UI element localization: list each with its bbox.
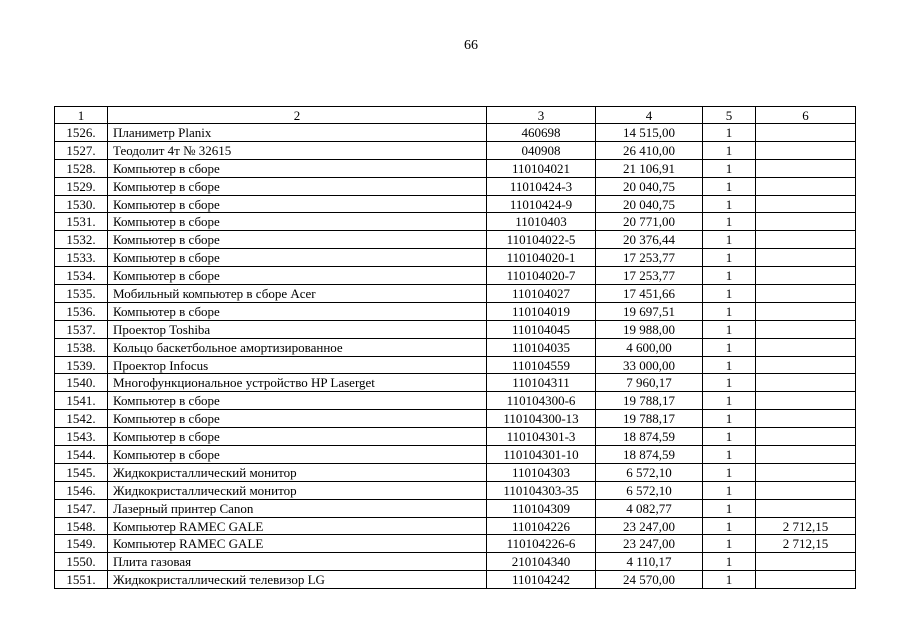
header-cell-col2: 2	[108, 107, 487, 124]
cost-cell: 17 253,77	[596, 267, 703, 285]
row-number-cell: 1541.	[55, 392, 108, 410]
col6-cell	[756, 267, 856, 285]
cost-cell: 6 572,10	[596, 481, 703, 499]
cost-cell: 26 410,00	[596, 141, 703, 159]
col6-cell	[756, 481, 856, 499]
header-cell-col6: 6	[756, 107, 856, 124]
row-number-cell: 1539.	[55, 356, 108, 374]
table-row	[55, 159, 856, 177]
col6-cell	[756, 356, 856, 374]
row-number-cell: 1543.	[55, 428, 108, 446]
quantity-cell: 1	[703, 535, 756, 553]
quantity-cell: 1	[703, 481, 756, 499]
row-number-cell: 1545.	[55, 463, 108, 481]
row-number-cell: 1549.	[55, 535, 108, 553]
table-row	[55, 195, 856, 213]
row-number-cell: 1527.	[55, 141, 108, 159]
col6-cell	[756, 159, 856, 177]
quantity-cell: 1	[703, 320, 756, 338]
cost-cell: 17 253,77	[596, 249, 703, 267]
table-row	[55, 177, 856, 195]
table-row	[55, 499, 856, 517]
table-row	[55, 338, 856, 356]
item-name-cell: Мобильный компьютер в сборе Acer	[108, 285, 487, 303]
table-row	[55, 410, 856, 428]
cost-cell: 18 874,59	[596, 446, 703, 464]
row-number-cell: 1531.	[55, 213, 108, 231]
col6-cell	[756, 195, 856, 213]
cost-cell: 33 000,00	[596, 356, 703, 374]
inventory-number-cell: 110104303-35	[487, 481, 596, 499]
inventory-number-cell: 110104301-10	[487, 446, 596, 464]
inventory-number-cell: 110104021	[487, 159, 596, 177]
inventory-number-cell: 210104340	[487, 553, 596, 571]
item-name-cell: Жидкокристаллический телевизор LG	[108, 571, 487, 589]
row-number-cell: 1536.	[55, 302, 108, 320]
quantity-cell: 1	[703, 195, 756, 213]
item-name-cell: Кольцо баскетбольное амортизированное	[108, 338, 487, 356]
row-number-cell: 1529.	[55, 177, 108, 195]
quantity-cell: 1	[703, 338, 756, 356]
row-number-cell: 1544.	[55, 446, 108, 464]
inventory-number-cell: 110104020-7	[487, 267, 596, 285]
row-number-cell: 1551.	[55, 571, 108, 589]
table-header-row	[55, 107, 856, 124]
inventory-number-cell: 110104300-13	[487, 410, 596, 428]
quantity-cell: 1	[703, 571, 756, 589]
item-name-cell: Проектор Infocus	[108, 356, 487, 374]
inventory-number-cell: 110104226	[487, 517, 596, 535]
col6-cell	[756, 320, 856, 338]
cost-cell: 23 247,00	[596, 535, 703, 553]
row-number-cell: 1532.	[55, 231, 108, 249]
item-name-cell: Компьютер в сборе	[108, 195, 487, 213]
quantity-cell: 1	[703, 356, 756, 374]
item-name-cell: Компьютер в сборе	[108, 213, 487, 231]
col6-cell	[756, 446, 856, 464]
col6-cell	[756, 231, 856, 249]
item-name-cell: Жидкокристаллический монитор	[108, 463, 487, 481]
col6-cell	[756, 249, 856, 267]
col6-cell	[756, 428, 856, 446]
inventory-number-cell: 110104019	[487, 302, 596, 320]
cost-cell: 21 106,91	[596, 159, 703, 177]
quantity-cell: 1	[703, 463, 756, 481]
col6-cell	[756, 571, 856, 589]
row-number-cell: 1540.	[55, 374, 108, 392]
item-name-cell: Жидкокристаллический монитор	[108, 481, 487, 499]
inventory-number-cell: 110104309	[487, 499, 596, 517]
inventory-number-cell: 110104559	[487, 356, 596, 374]
table-row	[55, 392, 856, 410]
inventory-number-cell: 460698	[487, 124, 596, 142]
page-number: 66	[464, 38, 478, 53]
item-name-cell: Проектор Toshiba	[108, 320, 487, 338]
row-number-cell: 1528.	[55, 159, 108, 177]
quantity-cell: 1	[703, 517, 756, 535]
inventory-number-cell: 11010424-3	[487, 177, 596, 195]
inventory-number-cell: 110104300-6	[487, 392, 596, 410]
row-number-cell: 1538.	[55, 338, 108, 356]
table-row	[55, 285, 856, 303]
quantity-cell: 1	[703, 410, 756, 428]
header-cell-col1: 1	[55, 107, 108, 124]
table-row	[55, 463, 856, 481]
row-number-cell: 1526.	[55, 124, 108, 142]
row-number-cell: 1546.	[55, 481, 108, 499]
item-name-cell: Многофункциональное устройство HP Laserget	[108, 374, 487, 392]
inventory-number-cell: 040908	[487, 141, 596, 159]
table-row	[55, 213, 856, 231]
inventory-number-cell: 110104311	[487, 374, 596, 392]
table-row	[55, 428, 856, 446]
inventory-number-cell: 110104035	[487, 338, 596, 356]
item-name-cell: Лазерный принтер Canon	[108, 499, 487, 517]
col6-cell	[756, 463, 856, 481]
inventory-number-cell: 110104027	[487, 285, 596, 303]
col6-cell	[756, 141, 856, 159]
row-number-cell: 1533.	[55, 249, 108, 267]
item-name-cell: Плита газовая	[108, 553, 487, 571]
item-name-cell: Компьютер в сборе	[108, 428, 487, 446]
cost-cell: 20 040,75	[596, 195, 703, 213]
table-row	[55, 356, 856, 374]
header-cell-col4: 4	[596, 107, 703, 124]
cost-cell: 17 451,66	[596, 285, 703, 303]
inventory-number-cell: 110104045	[487, 320, 596, 338]
table-row	[55, 231, 856, 249]
item-name-cell: Компьютер в сборе	[108, 231, 487, 249]
inventory-number-cell: 110104020-1	[487, 249, 596, 267]
quantity-cell: 1	[703, 428, 756, 446]
row-number-cell: 1534.	[55, 267, 108, 285]
table-row	[55, 374, 856, 392]
cost-cell: 19 788,17	[596, 410, 703, 428]
quantity-cell: 1	[703, 392, 756, 410]
quantity-cell: 1	[703, 302, 756, 320]
row-number-cell: 1537.	[55, 320, 108, 338]
inventory-number-cell: 110104242	[487, 571, 596, 589]
cost-cell: 20 376,44	[596, 231, 703, 249]
quantity-cell: 1	[703, 177, 756, 195]
quantity-cell: 1	[703, 213, 756, 231]
cost-cell: 20 040,75	[596, 177, 703, 195]
row-number-cell: 1550.	[55, 553, 108, 571]
cost-cell: 23 247,00	[596, 517, 703, 535]
cost-cell: 18 874,59	[596, 428, 703, 446]
inventory-table	[54, 106, 856, 589]
quantity-cell: 1	[703, 446, 756, 464]
item-name-cell: Компьютер в сборе	[108, 446, 487, 464]
quantity-cell: 1	[703, 374, 756, 392]
col6-cell: 2 712,15	[756, 535, 856, 553]
table-row	[55, 517, 856, 535]
row-number-cell: 1530.	[55, 195, 108, 213]
cost-cell: 19 788,17	[596, 392, 703, 410]
quantity-cell: 1	[703, 267, 756, 285]
item-name-cell: Компьютер в сборе	[108, 410, 487, 428]
table-row	[55, 267, 856, 285]
item-name-cell: Компьютер в сборе	[108, 302, 487, 320]
item-name-cell: Планиметр Planix	[108, 124, 487, 142]
table-row	[55, 302, 856, 320]
cost-cell: 24 570,00	[596, 571, 703, 589]
quantity-cell: 1	[703, 249, 756, 267]
col6-cell	[756, 124, 856, 142]
table-row	[55, 446, 856, 464]
cost-cell: 4 110,17	[596, 553, 703, 571]
cost-cell: 19 988,00	[596, 320, 703, 338]
quantity-cell: 1	[703, 285, 756, 303]
col6-cell	[756, 213, 856, 231]
table-row	[55, 535, 856, 553]
cost-cell: 20 771,00	[596, 213, 703, 231]
table-row	[55, 141, 856, 159]
inventory-number-cell: 110104226-6	[487, 535, 596, 553]
cost-cell: 4 082,77	[596, 499, 703, 517]
row-number-cell: 1548.	[55, 517, 108, 535]
item-name-cell: Компьютер в сборе	[108, 249, 487, 267]
inventory-number-cell: 110104022-5	[487, 231, 596, 249]
item-name-cell: Компьютер RAMEC GALE	[108, 517, 487, 535]
item-name-cell: Компьютер в сборе	[108, 159, 487, 177]
col6-cell	[756, 338, 856, 356]
quantity-cell: 1	[703, 141, 756, 159]
table-row	[55, 249, 856, 267]
row-number-cell: 1547.	[55, 499, 108, 517]
inventory-number-cell: 110104301-3	[487, 428, 596, 446]
item-name-cell: Компьютер RAMEC GALE	[108, 535, 487, 553]
table-row	[55, 124, 856, 142]
cost-cell: 7 960,17	[596, 374, 703, 392]
table-body	[55, 124, 856, 589]
table-row	[55, 571, 856, 589]
quantity-cell: 1	[703, 124, 756, 142]
item-name-cell: Теодолит 4т № 32615	[108, 141, 487, 159]
col6-cell: 2 712,15	[756, 517, 856, 535]
col6-cell	[756, 553, 856, 571]
item-name-cell: Компьютер в сборе	[108, 267, 487, 285]
row-number-cell: 1535.	[55, 285, 108, 303]
cost-cell: 4 600,00	[596, 338, 703, 356]
col6-cell	[756, 302, 856, 320]
inventory-number-cell: 11010424-9	[487, 195, 596, 213]
cost-cell: 6 572,10	[596, 463, 703, 481]
col6-cell	[756, 374, 856, 392]
quantity-cell: 1	[703, 159, 756, 177]
quantity-cell: 1	[703, 231, 756, 249]
header-cell-col3: 3	[487, 107, 596, 124]
cost-cell: 14 515,00	[596, 124, 703, 142]
item-name-cell: Компьютер в сборе	[108, 392, 487, 410]
col6-cell	[756, 285, 856, 303]
col6-cell	[756, 392, 856, 410]
col6-cell	[756, 177, 856, 195]
inventory-number-cell: 110104303	[487, 463, 596, 481]
item-name-cell: Компьютер в сборе	[108, 177, 487, 195]
inventory-number-cell: 11010403	[487, 213, 596, 231]
header-cell-col5: 5	[703, 107, 756, 124]
col6-cell	[756, 499, 856, 517]
row-number-cell: 1542.	[55, 410, 108, 428]
table-row	[55, 553, 856, 571]
table-row	[55, 320, 856, 338]
quantity-cell: 1	[703, 499, 756, 517]
cost-cell: 19 697,51	[596, 302, 703, 320]
quantity-cell: 1	[703, 553, 756, 571]
col6-cell	[756, 410, 856, 428]
table-row	[55, 481, 856, 499]
